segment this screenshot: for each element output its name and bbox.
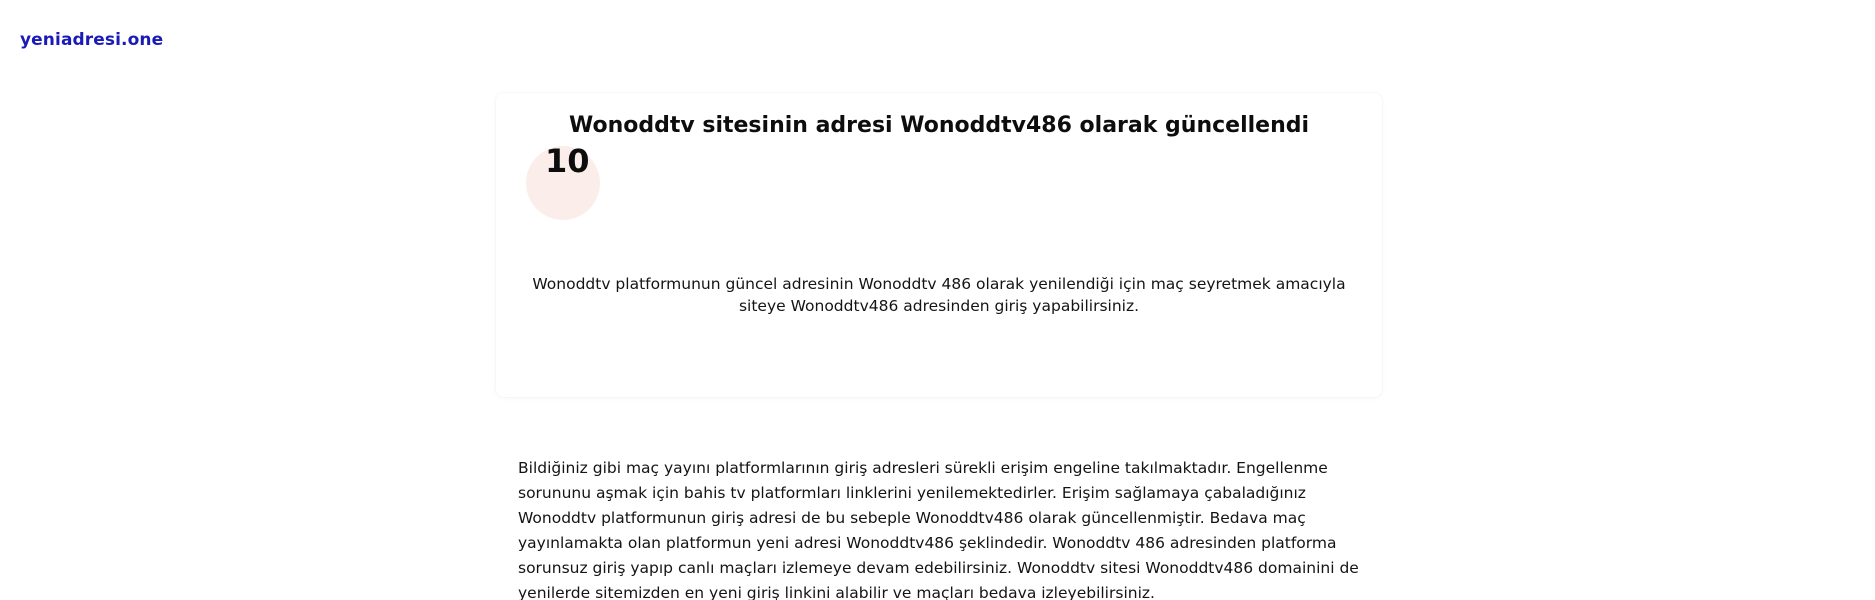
score-number: 10 <box>545 142 590 180</box>
site-logo-link[interactable]: yeniadresi.one <box>20 30 164 50</box>
post-title: Wonoddtv sitesinin adresi Wonoddtv486 olarak güncellendi <box>568 113 1310 138</box>
article-paragraph: Bildiğiniz gibi maç yayını platformlarının giriş adresleri sürekli erişim engeline takılmaktadır. Engellenme sorununu aşmak için bahis tv platformları linklerini yenilemektedirler. Erişim sağlamaya çabaladığınız Wonoddtv platformunun giriş adresi de bu sebeple Wonoddtv486 olarak güncellenmiştir. Bedava maç yayınlamakta olan platformun yeni adresi Wonoddtv486 şeklindedir. Wonoddtv 486 adresinden platforma sorunsuz giriş yapıp canlı maçları izlemeye devam edebilirsiniz. Wonoddtv sitesi Wonoddtv486 domainini de yenilerde sitemizden en yeni giriş linkini alabilir ve maçları bedava izleyebilirsiniz. <box>518 458 1359 600</box>
post-card <box>496 93 1382 397</box>
post-summary: Wonoddtv platformunun güncel adresinin Wonoddtv 486 olarak yenilendiği için maç seyretmek amacıyla siteye Wonoddtv486 adresinden giriş yapabilirsiniz. <box>532 274 1346 315</box>
